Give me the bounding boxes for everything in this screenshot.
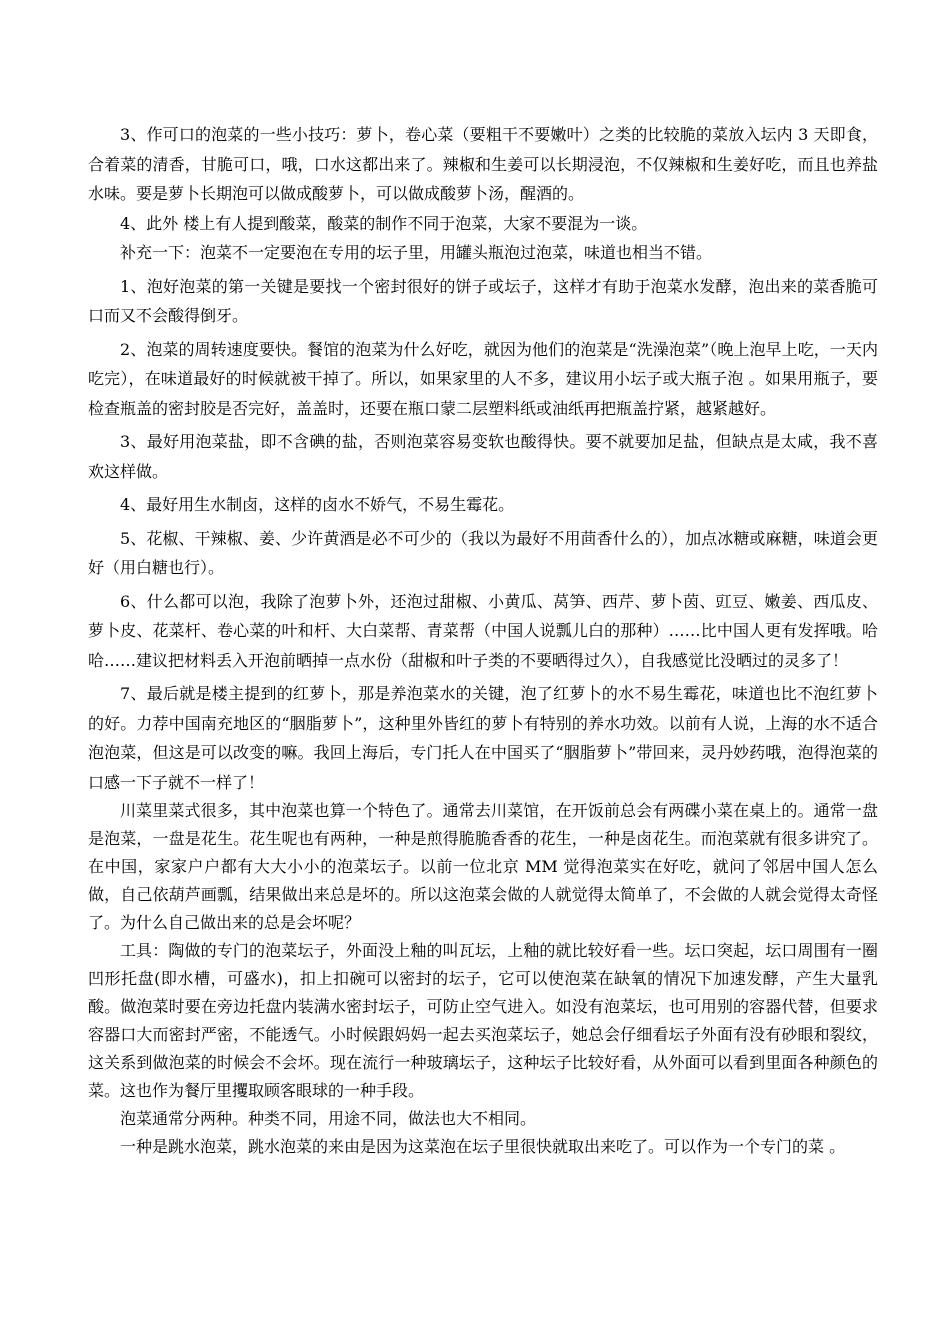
paragraph-supplement: 补充一下：泡菜不一定要泡在专用的坛子里，用罐头瓶泡过泡菜，味道也相当不错。 xyxy=(120,243,713,262)
paragraph-point-7: 7、最后就是楼主提到的红萝卜，那是养泡菜水的关键，泡了红萝卜的水不易生霉花，味道也比不泡红萝卜的好。力荐中国南充地区的“胭脂萝卜”，这种里外皆红的萝卜有特别的养水功效。以前有人说，上海的水不适合泡泡菜，但这是可以改变的嘛。我回上海后，专门托人在中国买了“胭脂萝卜”带回来，灵丹妙药哦，泡得泡菜的口感一下子就不一样了！ xyxy=(88,684,878,792)
paragraph-tip-3: 3、作可口的泡菜的一些小技巧：萝卜，卷心菜（要粗干不要嫩叶）之类的比较脆的菜放入坛内 3 天即食，合着菜的清香，甘脆可口，哦，口水这都出来了。辣椒和生姜可以长期浸泡，不仅辣椒和生姜好吃，而且也养盐水味。要是萝卜长期泡可以做成酸萝卜，可以做成酸萝卜汤，醒酒的。 xyxy=(88,125,878,203)
paragraph-tip-4: 4、此外 楼上有人提到酸菜，酸菜的制作不同于泡菜，大家不要混为一谈。 xyxy=(120,213,648,233)
document-page xyxy=(88,120,878,1161)
paragraph-point-1: 1、泡好泡菜的第一关键是要找一个密封很好的饼子或坛子，这样才有助于泡菜水发酵，泡出来的菜香脆可口而又不会酸得倒牙。 xyxy=(88,276,878,325)
paragraph-point-3: 3、最好用泡菜盐，即不含碘的盐，否则泡菜容易变软也酸得快。要不就要加足盐，但缺点是太咸，我不喜欢这样做。 xyxy=(88,432,878,481)
paragraph-point-6: 6、什么都可以泡，我除了泡萝卜外，还泡过甜椒、小黄瓜、莴笋、西芹、萝卜茵、豇豆、嫩姜、西瓜皮、萝卜皮、花菜杆、卷心菜的叶和杆、大白菜帮、青菜帮（中国人说瓢儿白的那种）……比中国人更有发挥哦。哈哈……建议把材料丢入开泡前晒掉一点水份（甜椒和叶子类的不要晒得过久），自我感觉比没晒过的灵多了！ xyxy=(88,591,878,670)
paragraph-point-4: 4、最好用生水制卤，这样的卤水不娇气，不易生霉花。 xyxy=(120,495,515,514)
paragraph-sichuan-intro: 川菜里菜式很多，其中泡菜也算一个特色了。通常去川菜馆，在开饭前总会有两碟小菜在桌上的。通常一盘是泡菜，一盘是花生。花生呢也有两种，一种是煎得脆脆香香的花生，一种是卤花生。而泡菜就有很多讲究了。在中国，家家户户都有大大小小的泡菜坛子。以前一位北京 MM 觉得泡菜实在好吃，就问了邻居中国人怎么做，自己依葫芦画瓢，结果做出来总是坏的。所以这泡菜会做的人就觉得太简单了，不会做的人就会觉得太奇怪了。为什么自己做出来的总是会坏呢？ xyxy=(88,801,878,932)
paragraph-point-2: 2、泡菜的周转速度要快。餐馆的泡菜为什么好吃，就因为他们的泡菜是“洗澡泡菜”（晚上泡早上吃，一天内吃完），在味道最好的时候就被干掉了。所以，如果家里的人不多，建议用小坛子或大瓶子泡 。如果用瓶子，要检查瓶盖的密封胶是否完好，盖盖时，还要在瓶口蒙二层塑料纸或油纸再把瓶盖拧紧，越紧越好。 xyxy=(88,339,878,418)
paragraph-point-5: 5、花椒、干辣椒、姜、少许黄酒是必不可少的（我以为最好不用茴香什么的），加点冰糖或麻糖，味道会更好（用白糖也行）。 xyxy=(88,528,878,577)
paragraph-jump-pickle: 一种是跳水泡菜，跳水泡菜的来由是因为这菜泡在坛子里很快就取出来吃了。可以作为一个专门的菜 。 xyxy=(120,1137,846,1156)
paragraph-types: 泡菜通常分两种。种类不同，用途不同，做法也大不相同。 xyxy=(120,1109,537,1128)
paragraph-tools: 工具：陶做的专门的泡菜坛子，外面没上釉的叫瓦坛，上釉的就比较好看一些。坛口突起，坛口周围有一圈凹形托盘(即水槽，可盛水)，扣上扣碗可以密封的坛子，它可以使泡菜在缺氧的情况下加速发酵，产生大量乳酸。做泡菜时要在旁边托盘内装满水密封坛子，可防止空气进入。如没有泡菜坛，也可用别的容器代替，但要求容器口大而密封严密，不能透气。小时候跟妈妈一起去买泡菜坛子，她总会仔细看坛子外面有没有砂眼和裂纹，这关系到做泡菜的时候会不会坏。现在流行一种玻璃坛子，这种坛子比较好看，从外面可以看到里面各种颜色的菜。这也作为餐厅里攫取顾客眼球的一种手段。 xyxy=(88,941,878,1100)
